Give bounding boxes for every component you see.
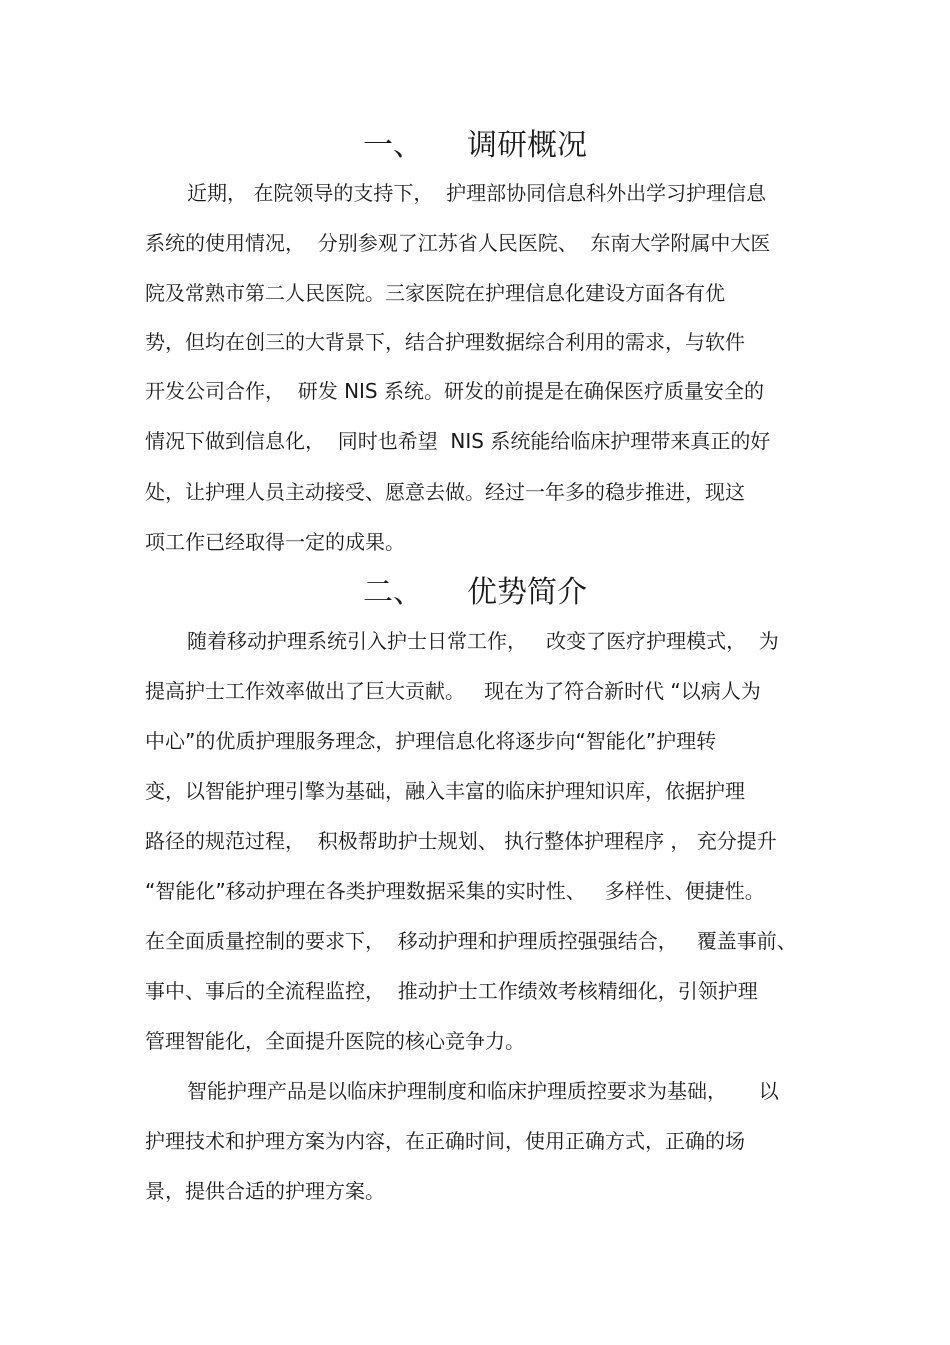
section-title-2: 优势简介 [467, 575, 587, 610]
paragraph-line: 院及常熟市第二人民医院。三家医院在护理信息化建设方面各有优 [145, 281, 725, 305]
paragraph-line: 势，但均在创三的大背景下，结合护理数据综合利用的需求，与软件 [145, 330, 745, 354]
paragraph-line: 提高护士工作效率做出了巨大贡献。 现在为了符合新时代 “以病人为 [145, 679, 761, 703]
paragraph-line: 管理智能化，全面提升医院的核心竞争力。 [145, 1029, 525, 1053]
paragraph-line: 随着移动护理系统引入护士日常工作， 改变了医疗护理模式， 为 [187, 629, 779, 653]
paragraph-line: 在全面质量控制的要求下， 移动护理和护理质控强强结合， 覆盖事前、 [145, 929, 797, 953]
section-heading-2 [0, 573, 950, 613]
paragraph-line: 变，以智能护理引擎为基础，融入丰富的临床护理知识库，依据护理 [145, 779, 745, 803]
section-number-1: 一、 [363, 128, 423, 163]
paragraph-line: 路径的规范过程， 积极帮助护士规划、 执行整体护理程序 ， 充分提升 [145, 829, 777, 853]
paragraph-line: 景，提供合适的护理方案。 [145, 1179, 385, 1203]
paragraph-line: 情况下做到信息化， 同时也希望 NIS 系统能给临床护理带来真正的好 [145, 429, 771, 453]
section-number-2: 二、 [363, 575, 423, 610]
paragraph-line: 项工作已经取得一定的成果。 [145, 530, 405, 554]
paragraph-line: “智能化”移动护理在各类护理数据采集的实时性、 多样性、便捷性。 [145, 879, 765, 903]
section-title-1: 调研概况 [467, 128, 587, 163]
paragraph-line: 事中、事后的全流程监控， 推动护士工作绩效考核精细化，引领护理 [145, 979, 758, 1003]
paragraph-line: 系统的使用情况， 分别参观了江苏省人民医院、 东南大学附属中大医 [145, 231, 771, 255]
paragraph-line: 近期， 在院领导的支持下， 护理部协同信息科外出学习护理信息 [187, 181, 767, 205]
paragraph-line: 智能护理产品是以临床护理制度和临床护理质控要求为基础， 以 [187, 1079, 779, 1103]
paragraph-line: 护理技术和护理方案为内容，在正确时间，使用正确方式，正确的场 [145, 1129, 745, 1153]
paragraph-line: 中心”的优质护理服务理念，护理信息化将逐步向“智能化”护理转 [145, 729, 717, 753]
section-heading-1 [0, 126, 950, 166]
paragraph-line: 开发公司合作， 研发 NIS 系统。研发的前提是在确保医疗质量安全的 [145, 379, 764, 403]
paragraph-line: 处，让护理人员主动接受、愿意去做。经过一年多的稳步推进，现这 [145, 480, 745, 504]
